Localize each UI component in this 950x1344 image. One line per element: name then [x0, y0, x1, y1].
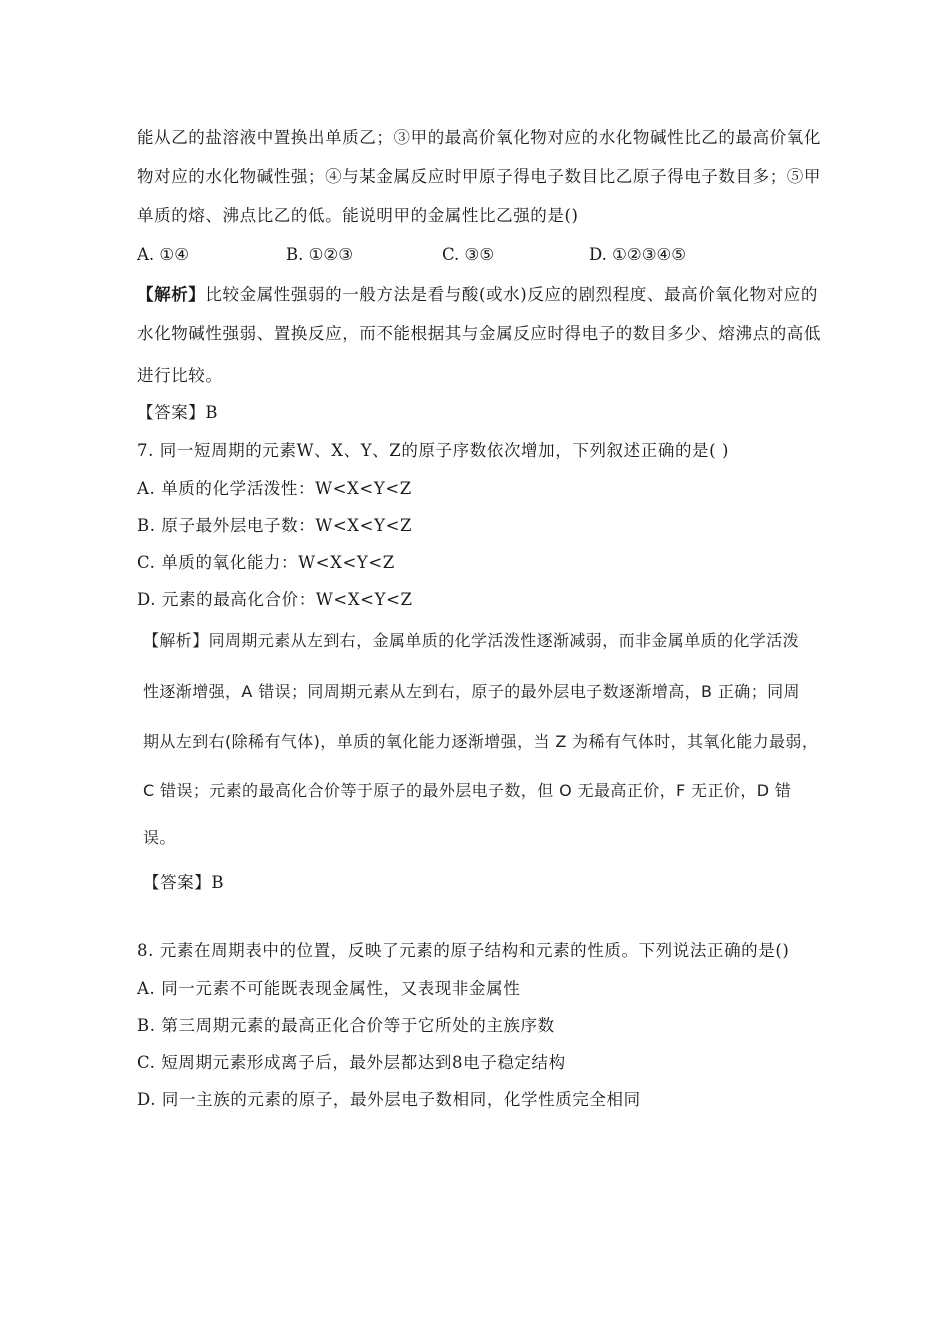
- q8-option-a: A. 同一元素不可能既表现金属性，又表现非金属性: [137, 979, 521, 998]
- q8-option-d: D. 同一主族的元素的原子，最外层电子数相同，化学性质完全相同: [137, 1090, 641, 1109]
- q6-stem-line-1: 能从乙的盐溶液中置换出单质乙；③甲的最高价氧化物对应的水化物碱性比乙的最高价氧化: [137, 128, 821, 147]
- q6-analysis-tag: 【解析】: [137, 285, 206, 304]
- q6-analysis-line-3: 进行比较。: [137, 366, 223, 385]
- q7-option-a: A. 单质的化学活泼性：W<X<Y<Z: [137, 479, 412, 498]
- q6-option-c: C. ③⑤: [442, 245, 495, 264]
- q7-option-c: C. 单质的氧化能力：W<X<Y<Z: [137, 553, 395, 572]
- q7-answer: 【答案】B: [143, 873, 225, 892]
- q7-analysis-line-4: C 错误；元素的最高化合价等于原子的最外层电子数，但 O 无最高正价，F 无正价，D 错: [143, 781, 792, 800]
- q6-answer: 【答案】B: [137, 403, 219, 422]
- q6-stem-line-3: 单质的熔、沸点比乙的低。能说明甲的金属性比乙强的是(): [137, 206, 579, 225]
- q6-analysis-line-1: [137, 285, 818, 305]
- q6-option-a: A. ①④: [137, 245, 189, 264]
- q7-analysis-line-2: 性逐渐增强，A 错误；同周期元素从左到右，原子的最外层电子数逐渐增高，B 正确；同周: [143, 682, 800, 701]
- q7-analysis-line-5: 误。: [143, 828, 176, 847]
- q8-option-b: B. 第三周期元素的最高正化合价等于它所处的主族序数: [137, 1016, 555, 1035]
- q8-stem: 8. 元素在周期表中的位置，反映了元素的原子结构和元素的性质。下列说法正确的是(): [137, 941, 790, 960]
- q6-stem-line-2: 物对应的水化物碱性强；④与某金属反应时甲原子得电子数目比乙原子得电子数目多；⑤甲: [137, 167, 821, 186]
- q6-analysis-text-1: 比较金属性强弱的一般方法是看与酸(或水)反应的剧烈程度、最高价氧化物对应的: [205, 285, 818, 304]
- q6-option-d: D. ①②③④⑤: [589, 245, 687, 264]
- q6-option-b: B. ①②③: [286, 245, 353, 264]
- q7-option-d: D. 元素的最高化合价：W<X<Y<Z: [137, 590, 413, 609]
- q7-stem: 7. 同一短周期的元素W、X、Y、Z的原子序数依次增加，下列叙述正确的是( ): [137, 441, 730, 460]
- q7-analysis-line-3: 期从左到右(除稀有气体)，单质的氧化能力逐渐增强，当 Z 为稀有气体时，其氧化能力最弱，: [143, 732, 819, 751]
- q7-analysis-line-1: 【解析】同周期元素从左到右，金属单质的化学活泼性逐渐减弱，而非金属单质的化学活泼: [143, 631, 800, 650]
- q7-option-b: B. 原子最外层电子数：W<X<Y<Z: [137, 516, 413, 535]
- q8-option-c: C. 短周期元素形成离子后，最外层都达到8电子稳定结构: [137, 1053, 566, 1072]
- q6-analysis-line-2: 水化物碱性强弱、置换反应，而不能根据其与金属反应时得电子的数目多少、熔沸点的高低: [137, 324, 821, 343]
